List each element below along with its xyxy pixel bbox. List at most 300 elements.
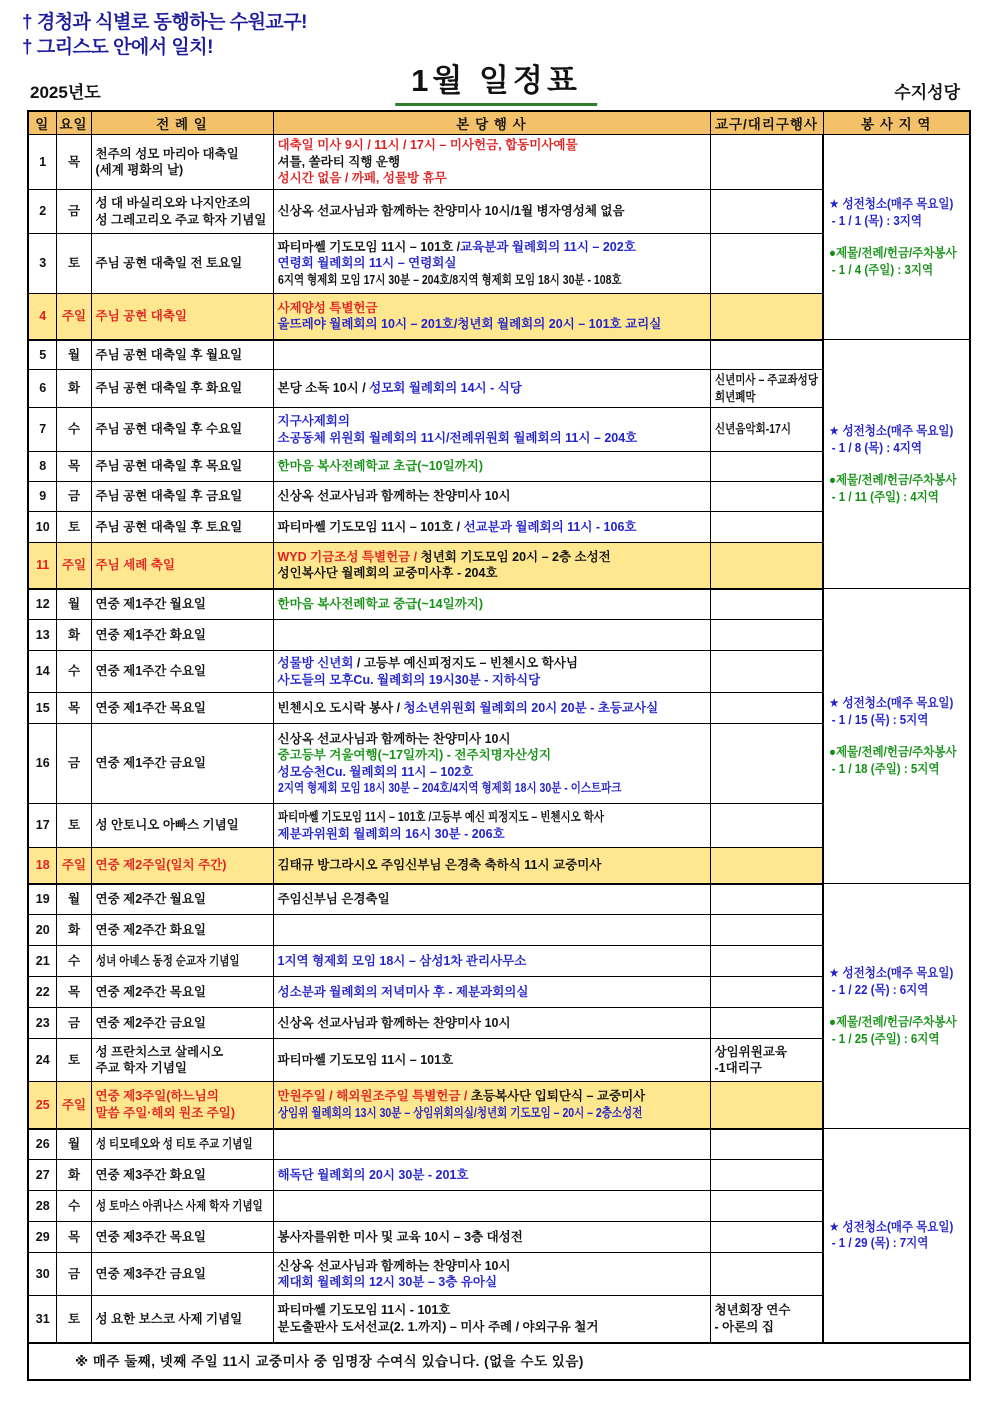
parish-events-cell [273,294,710,340]
liturgy-line: 성녀 아녜스 동정 순교자 기념일 [95,953,240,968]
parish-events-cell [273,370,710,408]
event-line [278,1015,707,1032]
district-events-cell [710,915,823,946]
service-group [829,695,966,728]
liturgy-line: 연중 제1주간 목요일 [95,700,206,715]
event-text: 지구사제회의 [277,414,350,428]
day-cell: 29 [28,1222,56,1253]
weekday-cell: 주일 [56,543,91,589]
liturgy-cell [91,1082,273,1129]
service-line: ●제물/전례/헌금/주차봉사 [829,745,957,759]
liturgy-cell [91,651,273,693]
day-cell: 19 [28,884,56,915]
parish-events-cell [273,482,710,512]
footer-note-row [28,1343,970,1381]
event-line [278,170,707,187]
event-line [278,1229,707,1246]
service-group [829,965,966,998]
day-cell: 21 [28,946,56,977]
parish-events-cell [273,340,710,370]
liturgy-cell [91,620,273,651]
district-events-cell [710,848,823,884]
district-events-cell [710,1296,823,1343]
service-line: - 1 / 15 (목) : 5지역 [831,712,929,727]
day-cell: 20 [28,915,56,946]
weekday-cell: 월 [56,884,91,915]
service-area-cell [823,340,970,589]
table-row [28,1129,970,1160]
district-line: -1대리구 [714,1061,762,1075]
day-cell: 24 [28,1039,56,1082]
event-line [278,826,707,843]
district-events-cell [710,1082,823,1129]
district-line: 신년음악회-17시 [714,422,791,437]
district-events-cell [710,1222,823,1253]
year-label: 2025년도 [30,83,101,102]
district-events-cell [710,693,823,724]
event-text: 신상옥 선교사님과 함께하는 찬양미사 10시/1월 병자영성체 없음 [277,204,625,219]
service-area-cell [823,589,970,884]
district-events-cell [710,977,823,1008]
parish-events-cell [273,693,710,724]
event-text: 중고등부 겨울여행(~17일까지) - 전주치명자산성지 [277,748,552,762]
liturgy-cell [91,1160,273,1191]
page-header [0,0,992,106]
liturgy-line: 주님 공현 대축일 후 월요일 [95,347,243,362]
event-text: 파티마쎌 기도모임 11시 - 101호 [277,1303,451,1318]
liturgy-cell [91,340,273,370]
event-text: 교육분과 월례회의 11시 – 202호 [460,239,636,254]
weekday-cell: 화 [56,620,91,651]
parish-events-cell [273,1253,710,1296]
event-line [278,413,707,430]
day-cell: 25 [28,1082,56,1129]
event-text: 셔틀, 쏠라티 직행 운행 [277,154,401,169]
service-line: ★ 성전청소(매주 목요일) [829,1219,954,1234]
district-events-cell [710,1129,823,1160]
liturgy-cell [91,693,273,724]
event-text: 청년회 기도모임 20시 – 2층 소성전 [420,549,611,564]
district-events-cell [710,651,823,693]
day-cell: 31 [28,1296,56,1343]
col-header-district-events: 교구/대리구행사 [710,111,823,135]
service-line: ●제물/전례/헌금/주차봉사 [829,246,957,260]
parish-events-cell [273,848,710,884]
liturgy-cell [91,1222,273,1253]
service-line: - 1 / 11 (주일) : 4지역 [831,489,939,504]
event-line [278,519,707,536]
liturgy-line: 연중 제3주간 목요일 [95,1229,206,1244]
event-line [278,596,707,613]
event-text: / 고등부 예신피정지도 – 빈첸시오 학사님 [353,656,578,670]
parish-events-cell [273,1008,710,1039]
parish-events-cell [273,452,710,482]
liturgy-cell [91,1296,273,1343]
liturgy-cell [91,294,273,340]
day-cell: 26 [28,1129,56,1160]
event-text: 신상옥 선교사님과 함께하는 찬양미사 10시 [277,489,511,504]
liturgy-line: 성 티모테오와 성 티토 주교 기념일 [95,1137,253,1151]
day-cell: 3 [28,234,56,294]
day-cell: 10 [28,512,56,543]
service-area-cell [823,135,970,340]
event-text: 성소분과 월례회의 저녁미사 후 - 제분과회의실 [277,984,529,999]
event-text: 성물방 신년회 [277,656,354,670]
event-text: 봉사자를위한 미사 및 교육 10시 – 3층 대성전 [277,1229,523,1244]
district-events-cell [710,135,823,190]
liturgy-line: 주님 공현 대축일 후 토요일 [95,519,243,534]
day-cell: 30 [28,1253,56,1296]
liturgy-line: 성 토마스 아퀴나스 사제 학자 기념일 [95,1198,263,1213]
diocese-slogan-line1: † 경청과 식별로 동행하는 수원교구! [22,12,307,33]
service-line: ★ 성전청소(매주 목요일) [829,696,954,710]
event-text: 사제양성 특별헌금 [277,300,378,315]
service-line: - 1 / 4 (주일) : 3지역 [831,262,934,277]
service-line: ★ 성전청소(매주 목요일) [829,197,954,211]
event-text: 울뜨레야 월례회의 10시 – 201호/청년회 월례회의 20시 – 101호 교리실 [277,317,662,332]
weekday-cell: 목 [56,977,91,1008]
district-events-cell [710,294,823,340]
liturgy-cell [91,884,273,915]
liturgy-cell [91,452,273,482]
service-group [829,1219,966,1252]
event-text: 2지역 형제회 모임 18시 30분 – 204호/4지역 형제회 18시 30분 - 이스트파크 [277,781,621,795]
parish-events-cell [273,977,710,1008]
parish-events-cell [273,1296,710,1343]
parish-events-cell [273,915,710,946]
event-line [278,272,622,289]
district-line: 신년미사 – 주교좌성당 [714,373,818,387]
event-text: 파티마쎌 기도모임 11시 – 101호 [277,1052,454,1067]
liturgy-cell [91,1039,273,1082]
liturgy-line: 주님 공현 대축일 전 토요일 [95,256,243,271]
weekday-cell: 금 [56,1008,91,1039]
weekday-cell: 월 [56,1129,91,1160]
service-area-cell [823,1129,970,1343]
event-text: 본당 소독 10시 / [277,381,370,396]
parish-events-cell [273,724,710,804]
event-line [278,984,707,1001]
liturgy-line: 주님 공현 대축일 후 화요일 [95,381,243,396]
event-line [278,255,707,272]
liturgy-cell [91,234,273,294]
day-cell: 15 [28,693,56,724]
district-events-cell [710,234,823,294]
liturgy-line: 주님 공현 대축일 [95,309,187,323]
table-row [28,340,970,370]
liturgy-line: 연중 제1주간 수요일 [95,664,206,679]
day-cell: 1 [28,135,56,190]
district-events-cell [710,620,823,651]
event-text: WYD 기금조성 특별헌금 / [277,549,421,564]
service-group [829,472,966,505]
event-text: 한마음 복사전례학교 초급(~10일까지) [277,459,484,474]
event-line [278,549,707,566]
event-text: 신상옥 선교사님과 함께하는 찬양미사 10시 [277,731,511,746]
event-text: 만원주일 / 해외원조주일 특별헌금 / [277,1089,471,1104]
event-text: 사도들의 모후Cu. 월례회의 19시30분 - 지하식당 [277,672,541,687]
day-cell: 9 [28,482,56,512]
district-events-cell [710,408,823,452]
event-text: 청소년위원회 월례회의 20시 20분 - 초등교사실 [403,700,659,715]
parish-name: 수지성당 [894,83,960,102]
district-line: 청년회장 연수 [714,1303,791,1318]
weekday-cell: 목 [56,1222,91,1253]
schedule-body [28,135,970,1343]
event-text: 신상옥 선교사님과 함께하는 찬양미사 10시 [277,1258,511,1273]
day-cell: 16 [28,724,56,804]
event-line [278,1052,707,1069]
parish-events-cell [273,135,710,190]
liturgy-line: 연중 제2주일(일치 주간) [95,858,227,872]
service-line: ●제물/전례/헌금/주차봉사 [829,473,957,487]
weekday-cell: 금 [56,482,91,512]
event-text: 신상옥 선교사님과 함께하는 찬양미사 10시 [277,1015,511,1030]
service-line: - 1 / 1 (목) : 3지역 [831,213,922,228]
liturgy-cell [91,724,273,804]
event-line [278,857,707,874]
liturgy-cell [91,848,273,884]
service-line: - 1 / 22 (목) : 6지역 [831,982,929,997]
weekday-cell: 월 [56,589,91,620]
service-line: - 1 / 25 (주일) : 6지역 [831,1031,940,1046]
district-events-cell [710,190,823,234]
day-cell: 12 [28,589,56,620]
parish-events-cell [273,234,710,294]
day-cell: 7 [28,408,56,452]
day-cell: 11 [28,543,56,589]
weekday-cell: 목 [56,135,91,190]
liturgy-line: 연중 제2주간 금요일 [95,1015,206,1030]
parish-events-cell [273,512,710,543]
weekday-cell: 토 [56,1296,91,1343]
service-area-cell [823,884,970,1129]
liturgy-cell [91,804,273,848]
event-line [278,655,707,672]
liturgy-line: 연중 제2주간 화요일 [95,922,206,937]
liturgy-line: 연중 제3주간 금요일 [95,1266,206,1281]
parish-events-cell [273,651,710,693]
district-line: 희년폐막 [714,389,756,404]
district-events-cell [710,340,823,370]
liturgy-line: 주교 학자 기념일 [95,1061,187,1075]
diocese-slogan-line2: † 그리스도 안에서 일치! [22,37,213,58]
district-events-cell [710,543,823,589]
col-header-liturgy: 전 례 일 [91,111,273,135]
district-events-cell [710,1191,823,1222]
liturgy-line: 주님 공현 대축일 후 목요일 [95,459,243,474]
district-events-cell [710,946,823,977]
parish-events-cell [273,1082,710,1129]
district-events-cell [710,1039,823,1082]
district-events-cell [710,512,823,543]
district-events-cell [710,804,823,848]
district-events-cell [710,724,823,804]
event-line [278,154,707,171]
parish-events-cell [273,190,710,234]
weekday-cell: 화 [56,370,91,408]
table-header-row [28,111,970,135]
weekday-cell: 주일 [56,1082,91,1129]
district-events-cell [710,1008,823,1039]
district-line: 상임위원교육 [714,1044,787,1059]
weekday-cell: 수 [56,946,91,977]
event-line [278,488,707,505]
event-line [278,565,707,582]
event-line [278,316,707,333]
parish-events-cell [273,589,710,620]
event-text: 성모회 월례회의 14시 - 식당 [369,381,522,396]
day-cell: 18 [28,848,56,884]
liturgy-cell [91,408,273,452]
liturgy-line: 주님 세례 축일 [95,558,175,572]
event-line [278,953,707,970]
event-text: 성인복사단 월례회의 교중미사후 - 204호 [277,566,498,581]
event-line [278,672,707,689]
col-header-service-area: 봉 사 지 역 [823,111,970,135]
day-cell: 6 [28,370,56,408]
liturgy-cell [91,915,273,946]
weekday-cell: 수 [56,1191,91,1222]
event-text: 대축일 미사 9시 / 11시 / 17시 – 미사헌금, 합동미사예물 [277,138,578,153]
event-line [278,1274,707,1291]
service-line: ★ 성전청소(매주 목요일) [829,966,954,980]
parish-events-cell [273,1039,710,1082]
table-row [28,884,970,915]
event-text: 주임신부님 은경축일 [277,892,390,906]
event-line [278,809,604,826]
liturgy-cell [91,370,273,408]
parish-events-cell [273,804,710,848]
event-text: 김태규 방그라시오 주임신부님 은경축 축하식 11시 교중미사 [277,858,602,872]
liturgy-line: 주님 공현 대축일 후 수요일 [95,422,243,437]
event-line [278,430,707,447]
district-events-cell [710,482,823,512]
liturgy-line: 연중 제2주간 월요일 [95,892,206,906]
parish-events-cell [273,543,710,589]
event-text: 성모승천Cu. 월례회의 11시 – 102호 [277,764,474,779]
weekday-cell: 수 [56,651,91,693]
event-line [278,700,707,717]
liturgy-line: 성 그레고리오 주교 학자 기념일 [95,212,267,227]
event-line [278,137,707,154]
service-group [829,423,966,456]
service-line: ●제물/전례/헌금/주차봉사 [829,1015,957,1029]
weekday-cell: 금 [56,724,91,804]
liturgy-line: 연중 제1주간 금요일 [95,756,206,771]
day-cell: 23 [28,1008,56,1039]
event-text: 상임위 월례회의 13시 30분 – 상임위회의실/청년회 기도모임 – 20시 – 2층소성전 [277,1105,642,1120]
liturgy-line: 성 안토니오 아빠스 기념일 [95,818,239,833]
liturgy-line: 말씀 주일·해외 원조 주일) [95,1105,235,1120]
event-text: 연령회 월례회의 11시 – 연령회실 [277,256,457,271]
event-line [278,747,707,764]
liturgy-line: 연중 제2주간 목요일 [95,984,206,999]
liturgy-line: (세계 평화의 날) [95,163,184,177]
liturgy-line: 성 대 바실리오와 나지안조의 [95,196,251,210]
event-text: 파티마쎌 기도모임 11시 – 101호 / [277,519,464,534]
event-line [278,1258,707,1275]
district-line: - 아론의 집 [714,1319,774,1334]
district-events-cell [710,884,823,915]
parish-events-cell [273,1191,710,1222]
event-text: 제분과위원회 월례회의 16시 30분 - 206호 [277,826,505,841]
day-cell: 2 [28,190,56,234]
day-cell: 5 [28,340,56,370]
district-events-cell [710,452,823,482]
event-line [278,764,707,781]
liturgy-cell [91,482,273,512]
title-row [0,64,992,106]
event-line [278,1302,707,1319]
parish-events-cell [273,1222,710,1253]
weekday-cell: 주일 [56,848,91,884]
event-text: 파티마쎌 기도모임 11시 – 101호 / [277,239,461,254]
weekday-cell: 목 [56,693,91,724]
district-events-cell [710,589,823,620]
event-text: 1지역 형제회 모임 18시 – 삼성1차 관리사무소 [277,953,527,968]
district-events-cell [710,1253,823,1296]
event-line [278,239,707,256]
liturgy-cell [91,977,273,1008]
liturgy-line: 천주의 성모 마리아 대축일 [95,146,239,161]
liturgy-cell [91,1191,273,1222]
event-line [278,1088,707,1105]
event-text: 한마음 복사전례학교 중급(~14일까지) [277,597,484,611]
service-line: - 1 / 18 (주일) : 5지역 [831,761,940,776]
day-cell: 13 [28,620,56,651]
weekday-cell: 토 [56,1039,91,1082]
liturgy-line: 연중 제3주간 화요일 [95,1167,206,1182]
liturgy-line: 연중 제3주일(하느님의 [95,1089,219,1104]
event-text: 성시간 없음 / 까페, 성물방 휴무 [277,171,447,186]
event-text: 빈첸시오 도시락 봉사 / [277,700,404,715]
day-cell: 8 [28,452,56,482]
district-events-cell [710,370,823,408]
liturgy-line: 성 요한 보스코 사제 기념일 [95,1311,243,1326]
service-group [829,744,966,777]
table-row [28,135,970,190]
weekday-cell: 금 [56,1253,91,1296]
liturgy-line: 주님 공현 대축일 후 금요일 [95,489,243,504]
liturgy-cell [91,946,273,977]
event-line [278,380,707,397]
event-text: 분도출판사 도서선교(2. 1.까지) – 미사 주례 / 야외구유 철거 [277,1319,599,1334]
liturgy-line: 연중 제1주간 월요일 [95,597,206,611]
weekday-cell: 목 [56,452,91,482]
parish-events-cell [273,620,710,651]
day-cell: 22 [28,977,56,1008]
event-line [278,780,621,797]
col-header-weekday: 요일 [56,111,91,135]
weekday-cell: 수 [56,408,91,452]
page-title: 1월 일정표 [395,55,597,106]
event-line [278,458,707,475]
day-cell: 28 [28,1191,56,1222]
service-group [829,1014,966,1047]
liturgy-cell [91,135,273,190]
weekday-cell: 월 [56,340,91,370]
liturgy-cell [91,190,273,234]
event-text: 6지역 형제회 모임 17시 30분 – 204호/8지역 형제회 모임 18시 30분 - 108호 [277,272,622,287]
liturgy-cell [91,1129,273,1160]
district-events-cell [710,1160,823,1191]
event-text: 해독단 월례회의 20시 30분 - 201호 [277,1167,469,1182]
day-cell: 27 [28,1160,56,1191]
table-row [28,589,970,620]
liturgy-cell [91,543,273,589]
parish-events-cell [273,1160,710,1191]
